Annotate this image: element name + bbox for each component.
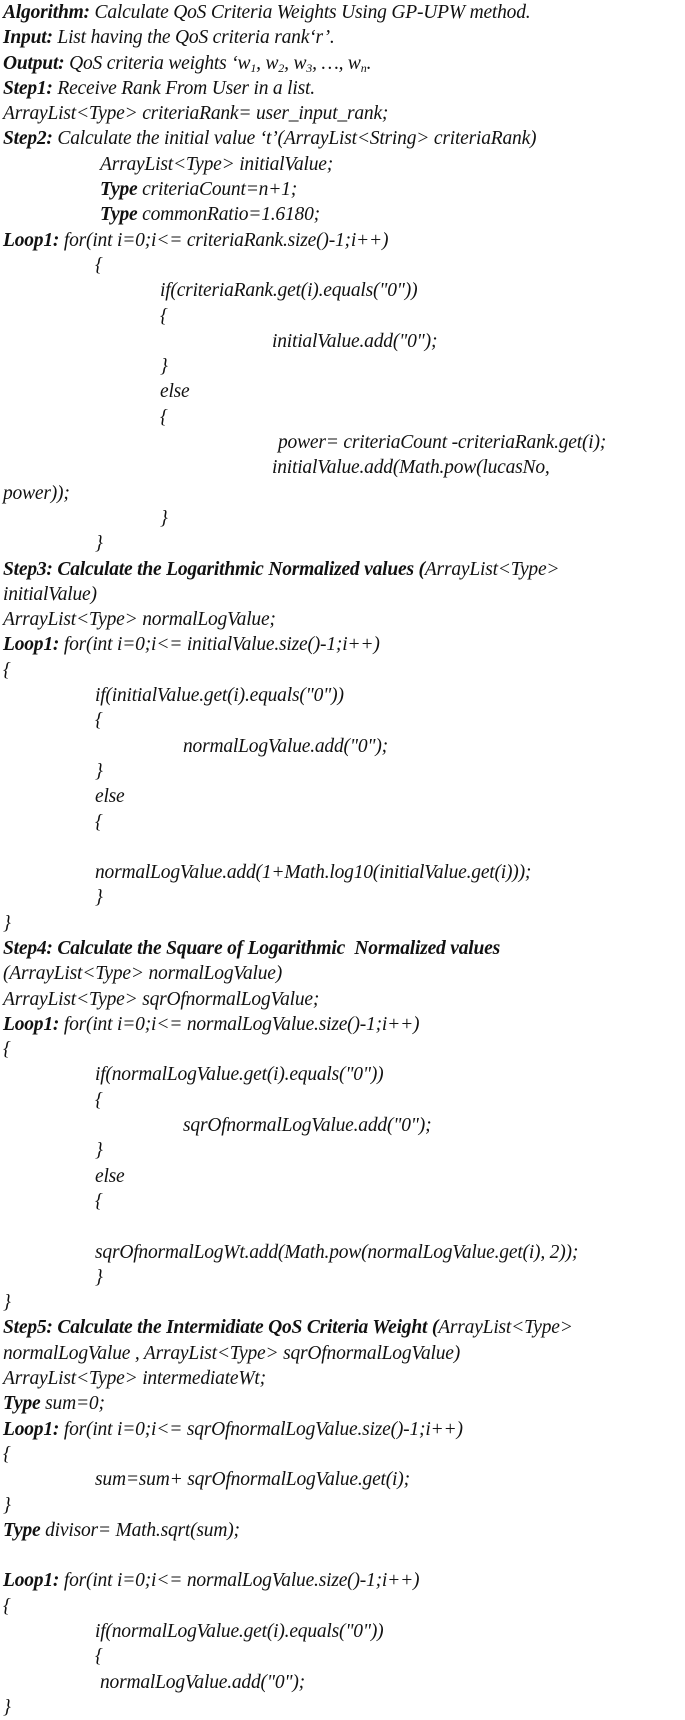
algorithm-line <box>0 1518 685 1543</box>
bold-label: Loop1: <box>3 1013 60 1035</box>
line-text: } <box>95 1266 103 1288</box>
algorithm-line <box>0 76 685 101</box>
bold-label: Input: <box>3 27 53 49</box>
algorithm-line <box>0 430 685 455</box>
bold-label: Step3: Calculate the Logarithmic Normalized values ( <box>3 558 425 580</box>
bold-label: Loop1: <box>3 1570 60 1592</box>
algorithm-line <box>0 759 685 784</box>
line-text: ArrayList<Type> criteriaRank= user_input_rank; <box>3 103 389 125</box>
algorithm-line <box>0 126 685 151</box>
algorithm-line <box>0 860 685 885</box>
line-text: sqrOfnormalLogWt.add(Math.pow(normalLogValue.get(i), 2)); <box>95 1241 579 1263</box>
algorithm-line <box>0 379 685 404</box>
bold-label: Output: <box>3 52 65 74</box>
algorithm-line <box>0 1088 685 1113</box>
bold-label: Step5: Calculate the Intermidiate QoS Criteria Weight ( <box>3 1317 439 1339</box>
algorithm-line <box>0 784 685 809</box>
bold-label: Step4: Calculate the Square of Logarithmic Normalized values <box>3 937 500 959</box>
line-text: ArrayList<Type> <box>438 1317 573 1339</box>
line-text: normalLogValue.add(1+Math.log10(initialValue.get(i))); <box>95 862 532 884</box>
line-text: } <box>3 1292 11 1314</box>
line-text: ArrayList<Type> intermediateWt; <box>3 1368 266 1390</box>
line-text: ArrayList<Type> sqrOfnormalLogValue; <box>3 988 320 1010</box>
line-text: initialValue.add(Math.pow(lucasNo, <box>272 457 550 479</box>
line-text: { <box>95 1190 103 1212</box>
line-text: } <box>3 912 11 934</box>
line-text: , w <box>256 52 279 74</box>
algorithm-line <box>0 481 685 506</box>
algorithm-line <box>0 607 685 632</box>
line-text: for(int i=0;i<= criteriaRank.size()-1;i++) <box>59 229 389 251</box>
algorithm-line <box>0 1164 685 1189</box>
line-text: } <box>3 1696 11 1718</box>
algorithm-line <box>0 1670 685 1695</box>
algorithm-line <box>0 455 685 480</box>
algorithm-line <box>0 278 685 303</box>
line-text: { <box>95 710 103 732</box>
algorithm-line <box>0 304 685 329</box>
algorithm-line <box>0 1594 685 1619</box>
algorithm-line <box>0 557 685 582</box>
algorithm-line <box>0 1189 685 1214</box>
line-text: (ArrayList<Type> normalLogValue) <box>3 963 283 985</box>
algorithm-line <box>0 1138 685 1163</box>
algorithm-line <box>0 1619 685 1644</box>
line-text: normalLogValue.add("0"); <box>183 735 388 757</box>
subscript: 2 <box>278 60 285 75</box>
line-text: power= criteriaCount -criteriaRank.get(i); <box>278 432 607 454</box>
algorithm-line <box>0 1391 685 1416</box>
algorithm-line <box>0 253 685 278</box>
line-text: { <box>95 811 103 833</box>
line-text: { <box>160 305 168 327</box>
algorithm-line <box>0 51 685 76</box>
algorithm-line <box>0 1290 685 1315</box>
line-text: if(normalLogValue.get(i).equals("0")) <box>95 1621 384 1642</box>
line-text: sum=0; <box>40 1393 105 1415</box>
line-text: ArrayList<Type> initialValue; <box>100 153 334 175</box>
line-text: { <box>95 1089 103 1111</box>
bold-label: Type <box>100 204 138 226</box>
line-text: power)); <box>3 482 70 504</box>
line-text: for(int i=0;i<= normalLogValue.size()-1;i++) <box>59 1570 420 1592</box>
line-text: normalLogValue , ArrayList<Type> sqrOfnormalLogValue) <box>3 1342 461 1364</box>
algorithm-line <box>0 1315 685 1340</box>
line-text: QoS criteria weights ‘w <box>64 52 251 74</box>
algorithm-line <box>0 405 685 430</box>
algorithm-line <box>0 1442 685 1467</box>
line-text: for(int i=0;i<= normalLogValue.size()-1;i++) <box>59 1013 420 1035</box>
algorithm-line <box>0 1644 685 1669</box>
bold-label: Type <box>3 1519 41 1541</box>
algorithm-line <box>0 582 685 607</box>
line-text: else <box>95 1165 125 1187</box>
line-text: normalLogValue.add("0"); <box>100 1671 305 1693</box>
line-text: for(int i=0;i<= sqrOfnormalLogValue.size()-1;i++) <box>59 1418 463 1440</box>
line-text: { <box>3 1443 11 1465</box>
line-text: else <box>95 786 125 808</box>
line-text: Calculate the initial value ‘t’(ArrayList<String> criteriaRank) <box>52 128 537 150</box>
line-text: if(criteriaRank.get(i).equals("0")) <box>160 280 418 302</box>
line-text: } <box>160 356 168 378</box>
algorithm-line <box>0 1366 685 1391</box>
algorithm-line <box>0 506 685 531</box>
algorithm-line <box>0 25 685 50</box>
bold-label: Type <box>3 1393 41 1415</box>
line-text: } <box>160 507 168 529</box>
algorithm-line <box>0 1417 685 1442</box>
line-text: else <box>160 381 190 403</box>
line-text: } <box>95 887 103 909</box>
algorithm-line <box>0 1695 685 1720</box>
line-text: sum=sum+ sqrOfnormalLogValue.get(i); <box>95 1469 410 1491</box>
algorithm-line <box>0 1568 685 1593</box>
line-text: { <box>3 1595 11 1617</box>
algorithm-line <box>0 1214 685 1239</box>
bold-label: Step2: <box>3 128 53 150</box>
bold-label: Loop1: <box>3 1418 60 1440</box>
algorithm-line <box>0 1037 685 1062</box>
line-text: commonRatio=1.6180; <box>137 204 320 226</box>
algorithm-line <box>0 1341 685 1366</box>
line-text: } <box>95 1140 103 1162</box>
algorithm-line <box>0 810 685 835</box>
line-text: , w <box>284 52 307 74</box>
subscript: 1 <box>250 60 257 75</box>
line-text: . <box>366 52 372 74</box>
line-text: for(int i=0;i<= initialValue.size()-1;i++) <box>59 634 380 656</box>
line-text: { <box>3 1039 11 1061</box>
line-text: initialValue.add("0"); <box>272 330 438 352</box>
algorithm-line <box>0 936 685 961</box>
algorithm-line <box>0 1467 685 1492</box>
algorithm-line <box>0 152 685 177</box>
line-text: initialValue) <box>3 583 97 605</box>
bold-label: Type <box>100 179 138 201</box>
algorithm-line <box>0 658 685 683</box>
algorithm-line <box>0 177 685 202</box>
subscript: 3 <box>306 60 313 75</box>
algorithm-line <box>0 734 685 759</box>
algorithm-line <box>0 1543 685 1568</box>
algorithm-line <box>0 987 685 1012</box>
line-text: divisor= Math.sqrt(sum); <box>40 1519 240 1541</box>
algorithm-line <box>0 708 685 733</box>
algorithm-line <box>0 228 685 253</box>
algorithm-line <box>0 329 685 354</box>
bold-label: Loop1: <box>3 634 60 656</box>
algorithm-line <box>0 885 685 910</box>
algorithm-line <box>0 835 685 860</box>
algorithm-line <box>0 1240 685 1265</box>
line-text: } <box>3 1494 11 1516</box>
algorithm-line <box>0 1062 685 1087</box>
algorithm-line <box>0 1493 685 1518</box>
algorithm-line <box>0 101 685 126</box>
bold-label: Step1: <box>3 77 53 99</box>
algorithm-line <box>0 354 685 379</box>
algorithm-line <box>0 531 685 556</box>
line-text: { <box>95 1646 103 1668</box>
line-text: { <box>3 659 11 681</box>
algorithm-line <box>0 1265 685 1290</box>
line-text: Calculate QoS Criteria Weights Using GP-UPW method. <box>89 2 531 23</box>
line-text: if(initialValue.get(i).equals("0")) <box>95 685 344 707</box>
line-text: , …, w <box>312 52 361 74</box>
algorithm-line <box>0 683 685 708</box>
line-text: ArrayList<Type> <box>424 558 560 580</box>
algorithm-line <box>0 0 685 25</box>
line-text: Receive Rank From User in a list. <box>52 77 315 99</box>
algorithm-line <box>0 632 685 657</box>
bold-label: Algorithm: <box>3 2 90 23</box>
line-text: criteriaCount=n+1; <box>137 179 298 201</box>
line-text: ArrayList<Type> normalLogValue; <box>3 609 276 631</box>
line-text: } <box>95 760 103 782</box>
bold-label: Loop1: <box>3 229 60 251</box>
algorithm-line <box>0 961 685 986</box>
line-text: sqrOfnormalLogValue.add("0"); <box>183 1115 432 1137</box>
algorithm-line <box>0 202 685 227</box>
algorithm-line <box>0 1113 685 1138</box>
line-text: if(normalLogValue.get(i).equals("0")) <box>95 1064 384 1086</box>
subscript: n <box>360 60 367 75</box>
algorithm-line <box>0 911 685 936</box>
line-text: { <box>95 254 103 276</box>
line-text: List having the QoS criteria rank‘r’. <box>52 27 335 49</box>
algorithm-line <box>0 1012 685 1037</box>
line-text: { <box>160 406 168 428</box>
line-text: } <box>95 533 103 555</box>
